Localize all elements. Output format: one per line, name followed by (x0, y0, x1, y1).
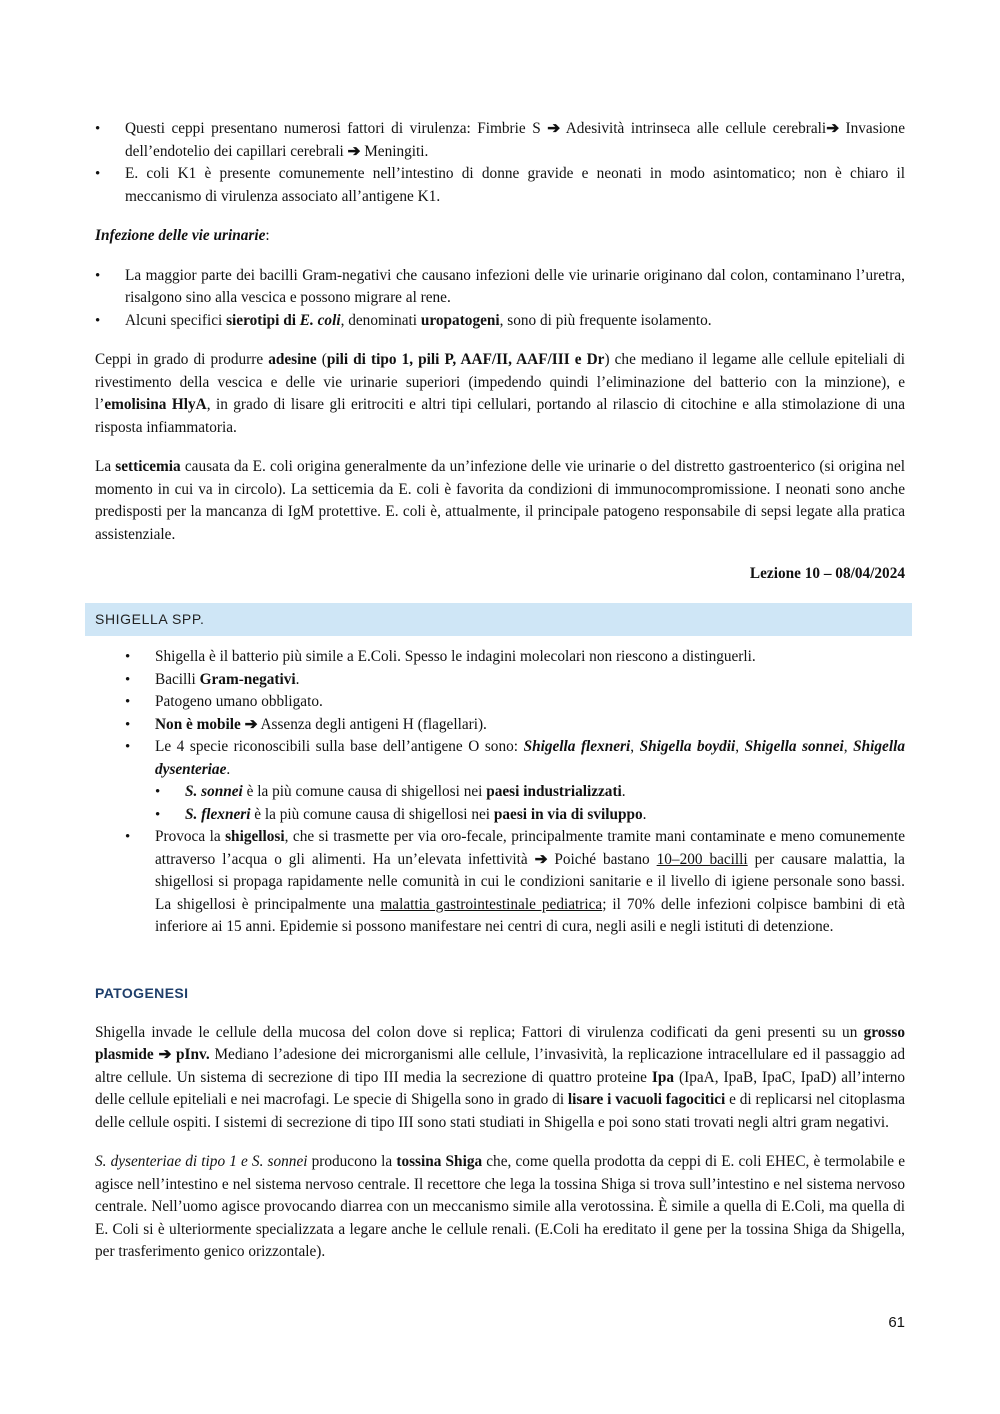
uti-heading: Infezione delle vie urinarie: (95, 227, 270, 244)
list-item: • Questi ceppi presentano numerosi fattori di virulenza: Fimbrie S ➔ Adesività intrinseca alle cellule cerebrali➔ Invasione dell’endotelio dei capillari cerebrali ➔ Meningiti. (95, 118, 905, 163)
patogenesi-paragraph-1: Shigella invade le cellule della mucosa del colon dove si replica; Fattori di virulenza codificati da geni presenti su un grosso plasmide ➔ pInv. Mediano l’adesione dei microrganismi alle cellule, l’invasività, la replicazione intracellulare ed il passaggio ad altre cellule. Un sistema di secrezione di tipo III media la secrezione di quattro proteine Ipa (IpaA, IpaB, IpaC, IpaD) all’interno delle cellule epiteliali e nei macrofagi. Le specie di Shigella sono in grado di lisare i vacuoli fagocitici e di replicarsi nel citoplasma delle cellule ospiti. I sistemi di secrezione di tipo III sono stati studiati in Shigella e poi sono stati trovati negli altri gram negativi. (95, 1023, 906, 1131)
page-body (95, 118, 905, 586)
shigella-section (125, 646, 905, 939)
list-item: • Bacilli Gram-negativi. (125, 669, 905, 692)
list-item: • Le 4 specie riconoscibili sulla base dell’antigene O sono: Shigella flexneri, Shigella boydii, Shigella sonnei, Shigella dysenteriae. (125, 736, 905, 781)
list-item: • La maggior parte dei bacilli Gram-negativi che causano infezioni delle vie urinarie originano dal colon, contaminano l’uretra, risalgono sino alla vescica e possono migrare al rene. (95, 265, 905, 310)
uti-bullet-list (95, 265, 905, 333)
lesson-date: Lezione 10 – 08/04/2024 (749, 565, 905, 582)
patogenesi-paragraph-2: S. dysenteriae di tipo 1 e S. sonnei producono la tossina Shiga che, come quella prodotta da ceppi di E. coli EHEC, è termolabile e agisce nell’intestino e nel sistema nervoso centrale. Il recettore che lega la tossina Shiga si trova sull’intestino e nel sistema nervoso centrale. Nell’uomo agisce provocando diarrea con un meccanismo simile alla verotossina. È simile a quella di E.Coli, ma quella di E. Coli si è ulteriormente specializzata a legare anche le cellule renali. (E.Coli ha ereditato il gene per la tossina Shiga da Shigella, per trasferimento genico orizzontale). (95, 1153, 905, 1260)
list-item: • Patogeno umano obbligato. (125, 691, 905, 714)
list-item: • Shigella è il batterio più simile a E.Coli. Spesso le indagini molecolari non riescono a distinguerli. (125, 646, 905, 669)
list-item: • S. sonnei è la più comune causa di shigellosi nei paesi industrializzati. (125, 781, 905, 804)
arrow-icon: ➔ (534, 850, 548, 868)
arrow-icon: ➔ (347, 142, 361, 160)
top-bullet-list (95, 118, 905, 208)
arrow-icon: ➔ (547, 120, 561, 137)
list-item: • E. coli K1 è presente comunemente nell’intestino di donne gravide e neonati in modo asintomatico; non è chiaro il meccanismo di virulenza associato all’antigene K1. (95, 163, 905, 208)
patogenesi-section (95, 982, 905, 1264)
adesine-paragraph: Ceppi in grado di produrre adesine (pili di tipo 1, pili P, AAF/II, AAF/III e Dr) che mediano il legame alle cellule epiteliali di rivestimento della vescica e delle vie urinarie superiori (impedendo quindi l’eliminazione del batterio con la minzione), e l’emolisina HlyA, in grado di lisare gli eritrociti e altri tipi cellulari, portando al rilascio di citochine e alla stimolazione di una risposta infiammatoria. (95, 351, 905, 436)
setticemia-paragraph: La setticemia causata da E. coli origina generalmente da un’infezione delle vie urinarie o del distretto gastroenterico (si origina nel momento in cui va in circolo). La setticemia da E. coli è favorita da condizioni di immunocompromissione. I neonati sono anche predisposti per la mancanza di IgM protettive. E. coli è, attualmente, il principale patogeno responsabile di sepsi legate alla pratica assistenziale. (95, 458, 905, 543)
shigella-bullet-list (125, 646, 905, 939)
arrow-icon: ➔ (158, 1046, 172, 1063)
list-item: • Provoca la shigellosi, che si trasmette per via oro-fecale, principalmente tramite mani contaminate e meno comunemente attraverso l’acqua o gli alimenti. Ha un’elevata infettività ➔ Poiché bastano 10–200 bacilli per causare malattia, la shigellosi si propaga rapidamente nelle comunità in cui le condizioni sanitarie e il livello di igiene personale sono bassi. La shigellosi è principalmente una malattia gastrointestinale pediatrica; il 70% delle infezioni colpisce bambini di età inferiore ai 15 anni. Epidemie si possono manifestare nei centri di cura, negli asili e negli istituti di detenzione. (125, 826, 905, 939)
page-number: 61 (888, 1314, 905, 1331)
arrow-icon: ➔ (244, 715, 258, 733)
list-item: • Alcuni specifici sierotipi di E. coli, denominati uropatogeni, sono di più frequente isolamento. (95, 310, 905, 333)
list-item: • Non è mobile ➔ Assenza degli antigeni H (flagellari). (125, 714, 905, 737)
section-title: PATOGENESI (95, 985, 189, 1001)
section-band-shigella: SHIGELLA SPP. (85, 603, 912, 636)
arrow-icon: ➔ (826, 120, 840, 137)
list-item: • S. flexneri è la più comune causa di shigellosi nei paesi in via di sviluppo. (125, 804, 905, 827)
